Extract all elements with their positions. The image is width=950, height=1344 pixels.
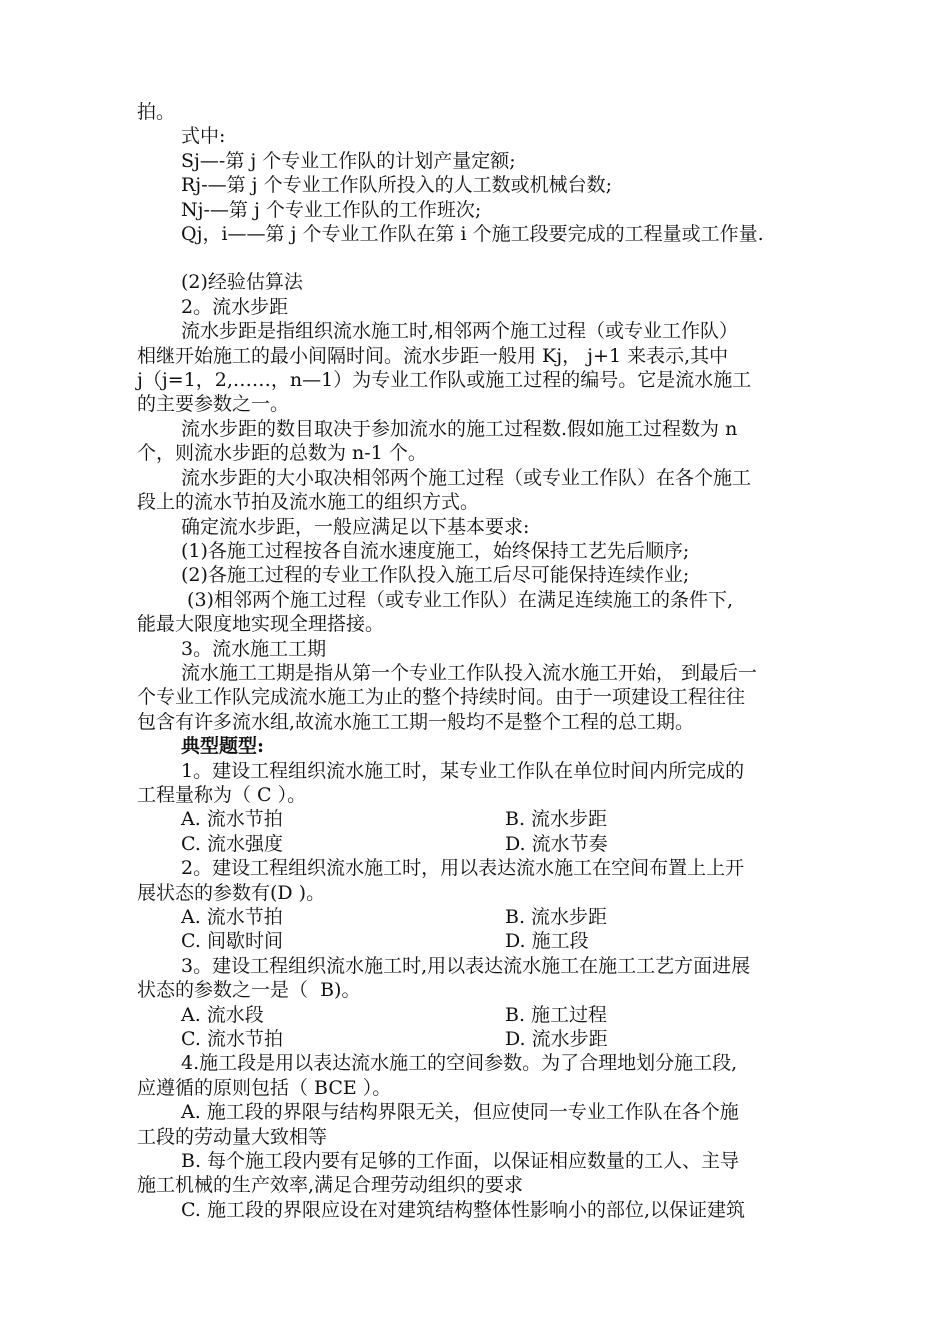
question-2-option-d: D. 施工段 [505,930,589,953]
typical-questions-heading: 典型题型: [181,735,265,758]
question-4-option-a-line-1: A. 施工段的界限与结构界限无关，但应使同一专业工作队在各个施 [181,1101,739,1124]
question-2-option-b: B. 流水步距 [505,906,608,928]
question-3-option-b: B. 施工过程 [505,1003,608,1026]
question-1-option-b: B. 流水步距 [505,808,608,831]
question-2-line-2: 展状态的参数有(D )。 [137,881,326,904]
question-3-options-row-1 [137,1003,867,1027]
question-2-option-a: A. 流水节拍 [181,906,283,928]
definition-qj: Qj，i——第 j 个专业工作队在第 i 个施工段要完成的工程量或工作量. [181,223,764,246]
question-1-option-d: D. 流水节奏 [505,832,608,855]
question-4-line-2: 应遵循的原则包括（ BCE ）。 [137,1076,392,1099]
question-1-option-c: C. 流水强度 [181,832,283,855]
period-line-2: 个专业工作队完成流水施工为止的整个持续时间。由于一项建设工程往往 [137,686,746,709]
requirement-3-line-2: 能最大限度地实现全理搭接。 [137,613,385,636]
definition-nj: Nj-—第 j 个专业工作队的工作班次; [181,198,482,221]
question-2-options-row-2 [137,929,867,953]
step-paragraph-3-line-2: 段上的流水节拍及流水施工的组织方式。 [137,491,480,514]
question-4-line-1: 4.施工段是用以表达流水施工的空间参数。为了合理地划分施工段, [181,1052,738,1075]
requirement-2: (2)各施工过程的专业工作队投入施工后尽可能保持连续作业; [181,564,690,587]
step-paragraph-2-line-2: 个，则流水步距的总数为 n-1 个。 [137,442,427,465]
question-4-option-b-line-1: B. 每个施工段内要有足够的工作面，以保证相应数量的工人、主导 [181,1150,740,1173]
requirement-1: (1)各施工过程按各自流水速度施工，始终保持工艺先后顺序; [181,539,690,562]
step-paragraph-1-line-4: 的主要参数之一。 [137,393,290,416]
question-4-option-c-line-1: C. 施工段的界限应设在对建筑结构整体性影响小的部位,以保证建筑 [181,1198,745,1221]
step-paragraph-1-line-3: j（j=1，2,……，n—1）为专业工作队或施工过程的编号。它是流水施工 [137,369,752,392]
definition-sj: Sj—-第 j 个专业工作队的计划产量定额; [181,149,516,172]
step-paragraph-2-line-1: 流水步距的数目取决于参加流水的施工过程数.假如施工过程数为 n [181,417,738,440]
document-page [137,100,867,1222]
step-paragraph-3-line-1: 流水步距的大小取决相邻两个施工过程（或专业工作队）在各个施工 [181,466,752,489]
step-paragraph-4: 确定流水步距，一般应满足以下基本要求: [181,515,530,538]
question-2-line-1: 2。建设工程组织流水施工时，用以表达流水施工在空间布置上上开 [181,857,745,880]
question-4-option-b-line-2: 施工机械的生产效率,满足合理劳动组织的要求 [137,1174,524,1197]
period-title: 3。流水施工工期 [181,637,327,660]
question-1-line-1: 1。建设工程组织流水施工时，某专业工作队在单位时间内所完成的 [181,759,745,782]
step-paragraph-1-line-2: 相继开始施工的最小间隔时间。流水步距一般用 Kj， j+1 来表示,其中 [137,344,729,367]
question-1-options-row-2 [137,832,867,856]
where-label: 式中: [181,125,226,148]
question-4-option-a-line-2: 工段的劳动量大致相等 [137,1125,328,1148]
question-3-option-c: C. 流水节拍 [181,1028,283,1051]
step-paragraph-1-line-1: 流水步距是指组织流水施工时,相邻两个施工过程（或专业工作队） [181,320,739,343]
question-1-options-row-1 [137,807,867,831]
question-3-line-2: 状态的参数之一是（ B)。 [137,979,361,1002]
question-1-line-2: 工程量称为（ C ）。 [137,783,307,806]
question-3-line-1: 3。建设工程组织流水施工时,用以表达流水施工在施工工艺方面进展 [181,954,751,977]
intro-tail: 拍。 [137,101,176,123]
question-2-options-row-1 [137,905,867,929]
question-1-option-a: A. 流水节拍 [181,808,283,831]
step-title: 2。流水步距 [181,295,289,318]
question-3-option-a: A. 流水段 [181,1003,264,1026]
period-line-3: 包含有许多流水组,故流水施工工期一般均不是整个工程的总工期。 [137,710,695,733]
definition-rj: Rj-—第 j 个专业工作队所投入的人工数或机械台数; [181,174,612,197]
period-line-1: 流水施工工期是指从第一个专业工作队投入流水施工开始， 到最后一 [181,661,758,684]
blank-line [137,246,867,270]
question-3-option-d: D. 流水步距 [505,1028,608,1051]
estimate-method: (2)经验估算法 [181,271,303,294]
requirement-3-line-1: (3)相邻两个施工过程（或专业工作队）在满足连续施工的条件下, [181,588,734,611]
question-3-options-row-2 [137,1027,867,1051]
question-2-option-c: C. 间歇时间 [181,930,283,953]
